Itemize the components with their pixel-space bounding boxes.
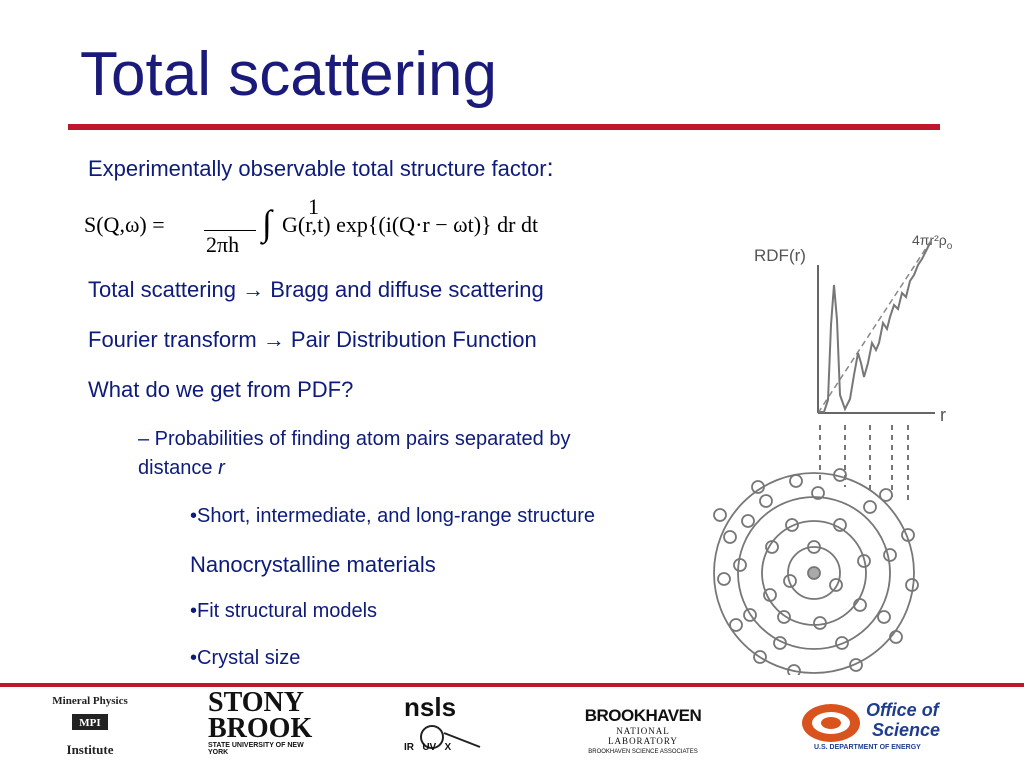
bnl-logo [580,706,706,755]
rdf-projection-lines [820,425,908,503]
equation-fraction-bar [204,230,256,231]
item-fit-models: •Fit structural models [190,600,378,622]
stony-brook-line3: STATE UNIVERSITY OF NEW YORK [208,742,304,756]
nsls-name: nsls [404,692,457,722]
slide-title: Total scattering [80,40,497,109]
nsls-tags: IR UV X [404,742,452,753]
stony-brook-logo [208,687,323,756]
rdf-ylabel: RDF(r) [754,246,806,265]
bnl-assoc: BROOKHAVEN SCIENCE ASSOCIATES [588,749,698,755]
doe-line2: Science [872,720,941,740]
rdf-xlabel: r [940,405,946,425]
sub-distance-variable: r [218,457,225,479]
equation-denominator: 2πh [206,232,240,257]
equation-integral: ∫ [262,203,272,243]
intro-text: Experimentally observable total structure factor [88,156,547,181]
rdf-curve-label [912,232,953,252]
bnl-sub: NATIONAL LABORATORY [608,726,678,746]
item-nanocrystalline: Nanocrystalline materials [190,552,436,577]
doe-line1: Office of [866,700,939,720]
footer-divider [0,683,1024,687]
doe-logo [800,700,960,754]
equation-rhs: G(r,t) exp{(i(Q·r − ωt)} dr dt [282,212,539,237]
stony-brook-line2: BROOK [208,713,313,744]
stony-brook-line1: STONY [208,687,304,718]
item-structure: •Short, intermediate, and long-range structure [190,505,595,527]
rdf-axes [818,265,935,413]
sub-distance-text: distance [138,457,219,479]
shell-diagram [714,469,918,675]
equation-numerator: 1 [308,194,319,219]
mpi-logo-center: MPI [79,717,101,729]
doe-swirl-icon [800,702,862,744]
sub-probabilities-line1: – Probabilities of finding atom pairs separated by [138,428,571,450]
equation-lhs: S(Q,ω) = [84,212,165,237]
bullet-pdf-question: What do we get from PDF? [88,377,354,402]
intro-line [88,152,554,183]
bnl-name: BROOKHAVEN [584,706,702,725]
mpi-logo-top: Mineral Physics [52,695,128,707]
bullet-fourier: Fourier transform → Pair Distribution Function [88,327,537,352]
structure-factor-equation [84,194,684,264]
rdf-curve-label-main: 4πr²ρ [912,232,947,248]
bullet-bragg: Total scattering → Bragg and diffuse scattering [88,277,544,302]
nsls-logo [404,692,494,758]
intro-colon: : [546,152,554,182]
title-divider [68,124,940,130]
rdf-baseline-dashed [818,239,932,413]
doe-line3: U.S. DEPARTMENT OF ENERGY [814,744,921,751]
item-crystal-size: •Crystal size [190,647,301,669]
rdf-figure [700,225,960,675]
mpi-logo-bottom: Institute [66,742,114,757]
rdf-curve-label-sub: o [946,241,953,252]
mpi-logo [48,690,132,764]
sub-probabilities-line2 [138,457,225,480]
